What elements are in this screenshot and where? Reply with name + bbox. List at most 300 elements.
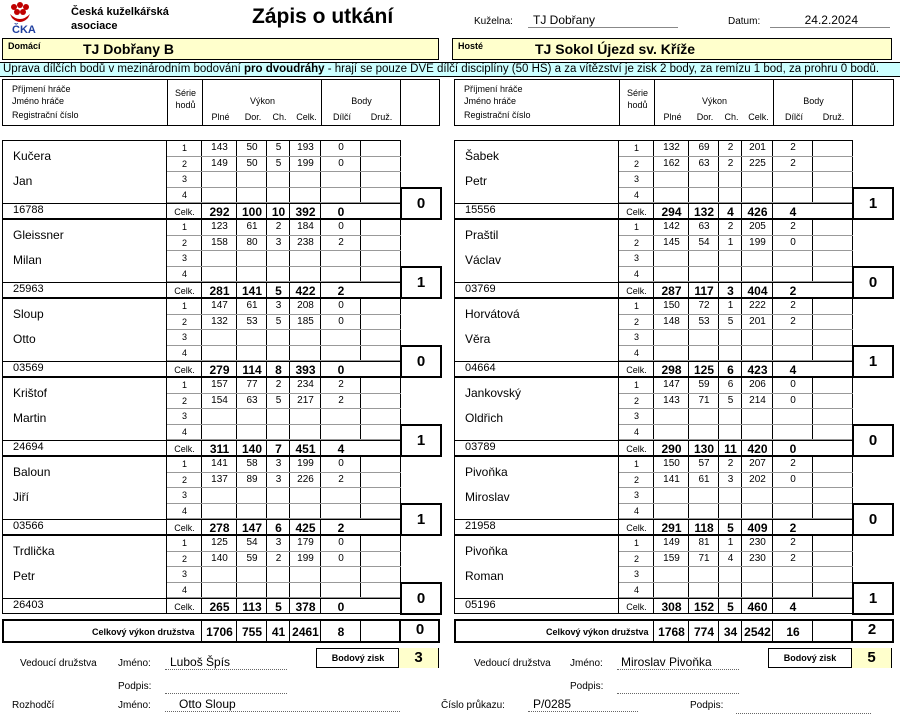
total-cell: 2 [789, 521, 797, 535]
score-cell: 61 [246, 300, 258, 311]
score-cell: 206 [749, 379, 766, 390]
total-cell: 5 [275, 600, 282, 614]
score-cell: 234 [297, 379, 314, 390]
total-cell: 152 [693, 600, 715, 614]
total-cell: 5 [727, 521, 734, 535]
score-cell: 201 [749, 315, 766, 327]
score-cell: 207 [749, 458, 766, 469]
total-cell: 422 [295, 284, 316, 298]
total-label: Celk. [174, 207, 195, 217]
summary-cell: 0 [415, 621, 425, 638]
page-title: Zápis o utkání [252, 5, 394, 28]
away-player-block [454, 140, 894, 219]
total-cell: 3 [727, 284, 734, 298]
serie-number: 2 [633, 237, 639, 248]
total-label: Celk. [174, 286, 195, 296]
player-surname: Horvátová [465, 307, 520, 321]
player-firstname: Václav [465, 253, 502, 267]
serie-number: 2 [181, 553, 187, 564]
serie-number: 4 [181, 347, 187, 358]
score-cell: 2 [727, 221, 734, 232]
score-cell: 59 [698, 379, 710, 390]
score-cell: 141 [211, 458, 228, 469]
score-cell: 201 [749, 142, 766, 153]
score-cell: 0 [338, 300, 344, 311]
score-cell: 0 [790, 236, 796, 248]
header-body: Body [803, 96, 824, 106]
header-druz: Druž. [822, 112, 845, 122]
total-label: Celk. [626, 602, 647, 612]
serie-number: 2 [633, 395, 639, 406]
score-cell: 61 [698, 473, 710, 485]
score-cell: 222 [749, 300, 766, 311]
cislo-prukazu-value: P/0285 [528, 697, 638, 712]
score-cell: 3 [275, 473, 282, 485]
score-cell: 230 [749, 537, 766, 548]
total-cell: 4 [789, 600, 797, 614]
player-surname: Baloun [13, 465, 51, 479]
score-cell: 125 [211, 537, 228, 548]
score-cell: 2 [338, 236, 344, 248]
score-cell: 0 [338, 221, 344, 232]
team-point-box: 1 [852, 187, 894, 220]
score-cell: 0 [790, 473, 796, 485]
serie-number: 1 [633, 222, 639, 232]
score-cell: 184 [297, 221, 314, 232]
total-cell: 0 [789, 442, 797, 456]
score-cell: 0 [338, 552, 344, 564]
score-cell: 53 [698, 315, 710, 327]
serie-number: 3 [181, 253, 187, 263]
serie-number: 4 [633, 505, 639, 516]
serie-number: 4 [181, 426, 187, 437]
score-cell: 2 [790, 315, 796, 327]
score-cell: 54 [698, 236, 710, 248]
summary-cell: 1706 [206, 625, 233, 639]
serie-number: 4 [633, 347, 639, 358]
home-player-block [2, 456, 442, 535]
total-cell: 460 [747, 600, 768, 614]
score-cell: 2 [790, 300, 796, 311]
association-line-1: Česká kuželkářská [71, 6, 169, 18]
home-bodovy-zisk [316, 648, 439, 668]
score-cell: 71 [698, 552, 710, 564]
score-cell: 147 [211, 300, 228, 311]
score-cell: 225 [749, 157, 766, 169]
player-surname: Pivoňka [465, 465, 508, 479]
total-cell: 425 [295, 521, 316, 535]
serie-number: 1 [633, 143, 639, 153]
away-player-block [454, 377, 894, 456]
score-cell: 132 [211, 315, 228, 327]
home-bodovy-zisk-value: 3 [398, 648, 438, 668]
score-cell: 148 [663, 315, 680, 327]
score-cell: 202 [749, 473, 766, 485]
away-player-block [454, 456, 894, 535]
serie-number: 3 [633, 569, 639, 579]
score-cell: 2 [338, 473, 344, 485]
total-cell: 5 [275, 284, 282, 298]
header-plne: Plné [211, 112, 230, 122]
player-reg-number: 21958 [465, 520, 496, 532]
serie-number: 3 [181, 569, 187, 579]
score-cell: 72 [698, 300, 710, 311]
away-bodovy-zisk [768, 648, 892, 668]
total-cell: 290 [661, 442, 682, 456]
player-firstname: Jiří [13, 490, 29, 504]
score-cell: 208 [297, 300, 314, 311]
player-surname: Krištof [13, 386, 48, 400]
total-label: Celk. [626, 444, 647, 454]
total-cell: 114 [242, 363, 262, 377]
total-cell: 2 [789, 284, 797, 298]
score-cell: 5 [275, 142, 282, 153]
score-cell: 230 [749, 552, 766, 564]
home-player-block [2, 219, 442, 298]
total-label: Celk. [626, 286, 647, 296]
score-cell: 3 [727, 473, 734, 485]
home-player-block [2, 298, 442, 377]
header-dor: Dor. [696, 112, 714, 122]
serie-number: 3 [633, 174, 639, 184]
score-cell: 143 [663, 394, 680, 406]
score-cell: 193 [297, 142, 314, 153]
summary-cell: 16 [786, 625, 800, 639]
total-cell: 291 [661, 521, 682, 535]
away-label: Hosté [458, 41, 484, 51]
score-cell: 50 [246, 157, 258, 169]
score-cell: 214 [749, 394, 766, 406]
total-cell: 140 [241, 442, 263, 456]
cislo-prukazu-label: Číslo průkazu: [441, 700, 505, 711]
score-cell: 63 [246, 394, 258, 406]
home-team-name: TJ Dobřany B [83, 41, 175, 57]
serie-number: 4 [633, 189, 639, 200]
score-cell: 58 [246, 458, 258, 469]
score-cell: 54 [246, 537, 258, 548]
total-label: Celk. [626, 207, 647, 217]
total-cell: 100 [241, 205, 263, 219]
total-cell: 7 [275, 442, 282, 456]
player-reg-number: 15556 [465, 204, 496, 216]
player-reg-number: 03789 [465, 441, 496, 453]
player-reg-number: 03566 [13, 520, 44, 532]
score-cell: 5 [275, 157, 282, 169]
score-cell: 199 [297, 458, 314, 469]
score-cell: 217 [297, 394, 314, 406]
score-cell: 3 [275, 537, 282, 548]
away-player-block [454, 535, 894, 614]
away-bodovy-zisk-label: Bodový zisk [783, 653, 837, 663]
total-label: Celk. [174, 365, 195, 375]
score-cell: 89 [246, 473, 258, 485]
score-cell: 2 [275, 221, 282, 232]
summary-cell: 755 [241, 625, 263, 639]
team-point-box: 0 [852, 503, 894, 536]
association-line-2: asociace [71, 20, 118, 32]
home-label: Domácí [8, 41, 41, 51]
serie-number: 4 [181, 189, 187, 200]
score-cell: 2 [275, 552, 282, 564]
score-cell: 57 [698, 458, 710, 469]
score-cell: 199 [749, 236, 766, 248]
total-cell: 117 [694, 284, 714, 298]
serie-number: 1 [181, 459, 187, 469]
home-column-header [2, 79, 440, 126]
score-cell: 2 [790, 537, 796, 548]
total-cell: 409 [747, 521, 768, 535]
serie-number: 4 [181, 584, 187, 595]
header-ch: Ch. [272, 112, 287, 122]
score-cell: 149 [663, 537, 680, 548]
header-ch: Ch. [724, 112, 739, 122]
total-cell: 0 [337, 363, 345, 377]
score-cell: 179 [297, 537, 314, 548]
player-firstname: Petr [13, 569, 36, 583]
header-player-l2: Jméno hráče [12, 96, 65, 106]
score-cell: 0 [338, 458, 344, 469]
header-celk: Celk. [748, 112, 769, 122]
header-player-l1: Příjmení hráče [464, 84, 523, 94]
total-cell: 125 [693, 363, 715, 377]
score-cell: 5 [275, 394, 282, 406]
score-cell: 1 [727, 537, 734, 548]
away-team-box [452, 38, 892, 60]
score-cell: 143 [211, 142, 228, 153]
player-surname: Pivoňka [465, 544, 508, 558]
header-celk: Celk. [296, 112, 317, 122]
player-reg-number: 05196 [465, 599, 496, 611]
score-cell: 2 [338, 379, 344, 390]
player-reg-number: 03769 [465, 283, 496, 295]
home-bodovy-zisk-label: Bodový zisk [331, 653, 385, 663]
player-surname: Gleissner [13, 228, 64, 242]
score-cell: 154 [211, 394, 228, 406]
player-firstname: Věra [465, 332, 491, 346]
total-cell: 287 [661, 284, 682, 298]
serie-number: 4 [181, 268, 187, 279]
player-surname: Praštil [465, 228, 499, 242]
header-serie-l1: Série [174, 88, 196, 98]
scoring-info-line [0, 62, 900, 77]
player-firstname: Martin [13, 411, 47, 425]
header-dilci: Dílčí [785, 112, 803, 122]
serie-number: 2 [181, 395, 187, 406]
team-point-box: 1 [852, 582, 894, 615]
referee-signature-line [736, 713, 871, 714]
score-cell: 185 [297, 315, 314, 327]
home-team-summary [2, 619, 440, 643]
score-cell: 71 [698, 394, 710, 406]
header-dor: Dor. [244, 112, 262, 122]
header-vykon: Výkon [249, 96, 275, 106]
total-cell: 10 [271, 205, 286, 219]
serie-number: 4 [633, 584, 639, 595]
player-firstname: Oldřich [465, 411, 504, 425]
association-name [71, 5, 169, 33]
serie-number: 3 [181, 174, 187, 184]
score-cell: 2 [790, 552, 796, 564]
score-cell: 150 [663, 458, 680, 469]
summary-cell: 2461 [292, 625, 319, 639]
team-point-box: 1 [400, 266, 442, 299]
score-cell: 162 [663, 157, 680, 169]
total-cell: 426 [747, 205, 768, 219]
summary-cell: 41 [271, 625, 286, 639]
score-cell: 59 [246, 552, 258, 564]
score-cell: 2 [790, 157, 796, 169]
serie-number: 2 [181, 316, 187, 327]
total-cell: 420 [747, 442, 768, 456]
score-cell: 149 [211, 157, 228, 169]
score-cell: 61 [246, 221, 258, 232]
score-cell: 5 [727, 394, 734, 406]
score-cell: 77 [246, 379, 258, 390]
score-cell: 63 [698, 157, 710, 169]
serie-number: 1 [181, 301, 187, 311]
total-cell: 311 [209, 442, 230, 456]
player-surname: Jankovský [465, 386, 522, 400]
away-column-header [454, 79, 894, 126]
svg-text:ČKA: ČKA [12, 24, 36, 36]
home-player-block [2, 377, 442, 456]
total-cell: 294 [661, 205, 682, 219]
score-cell: 0 [790, 394, 796, 406]
score-cell: 2 [727, 157, 734, 169]
serie-number: 2 [181, 158, 187, 169]
score-cell: 3 [275, 300, 282, 311]
player-firstname: Miroslav [465, 490, 510, 504]
summary-label: Celkový výkon družstva [92, 627, 195, 637]
total-label: Celk. [174, 444, 195, 454]
total-cell: 393 [295, 363, 316, 377]
away-bodovy-zisk-value: 5 [851, 648, 891, 668]
serie-number: 2 [633, 316, 639, 327]
home-player-block [2, 140, 442, 219]
team-point-box: 0 [400, 345, 442, 378]
player-reg-number: 16788 [13, 204, 44, 216]
score-cell: 132 [663, 142, 680, 153]
score-cell: 147 [663, 379, 680, 390]
serie-number: 3 [633, 332, 639, 342]
player-firstname: Petr [465, 174, 488, 188]
header-serie-l2: hodů [627, 100, 648, 110]
score-cell: 3 [275, 236, 282, 248]
referee-label: Rozhodčí [12, 700, 55, 711]
team-point-box: 0 [852, 424, 894, 457]
score-cell: 2 [790, 142, 796, 153]
cka-logo [6, 2, 58, 36]
referee-signature-label: Podpis: [690, 700, 724, 711]
score-cell: 238 [297, 236, 314, 248]
header-serie-l1: Série [626, 88, 648, 98]
score-cell: 157 [211, 379, 228, 390]
serie-number: 2 [181, 237, 187, 248]
header-druz: Druž. [370, 112, 393, 122]
score-cell: 142 [663, 221, 680, 232]
total-cell: 265 [209, 600, 230, 614]
score-cell: 140 [211, 552, 228, 564]
score-cell: 2 [790, 458, 796, 469]
away-leader-label: Vedoucí družstva [474, 658, 551, 669]
score-cell: 1 [727, 300, 734, 311]
away-player-block [454, 298, 894, 377]
info-text-after: - hrají se pouze DVĚ dílčí disciplíny (50 HS) a za vítězství je zisk 2 body, za remízu 1 bod, za prohru 0 bodů. [324, 63, 880, 75]
header-player-l2: Jméno hráče [464, 96, 517, 106]
score-cell: 145 [663, 236, 680, 248]
total-label: Celk. [174, 523, 195, 533]
info-text-before: Uprava dílčích bodů v mezinárodním bodování [3, 63, 244, 75]
total-cell: 451 [295, 442, 316, 456]
score-cell: 50 [246, 142, 258, 153]
total-cell: 130 [693, 442, 715, 456]
player-surname: Kučera [13, 149, 52, 163]
serie-number: 3 [633, 490, 639, 500]
score-cell: 2 [727, 458, 734, 469]
score-cell: 0 [338, 142, 344, 153]
kuzelna-label: Kuželna: [474, 16, 513, 27]
serie-number: 1 [181, 380, 187, 390]
score-cell: 1 [727, 236, 734, 248]
total-cell: 118 [694, 521, 714, 535]
total-cell: 423 [747, 363, 768, 377]
team-point-box: 0 [400, 187, 442, 220]
score-cell: 226 [297, 473, 314, 485]
header-body: Body [351, 96, 372, 106]
total-label: Celk. [626, 523, 647, 533]
player-firstname: Milan [13, 253, 42, 267]
player-firstname: Otto [13, 332, 36, 346]
serie-number: 3 [633, 411, 639, 421]
header-dilci: Dílčí [333, 112, 351, 122]
summary-cell: 1768 [658, 625, 685, 639]
team-point-box: 0 [400, 582, 442, 615]
serie-number: 1 [633, 380, 639, 390]
total-cell: 8 [275, 363, 282, 377]
score-cell: 2 [338, 394, 344, 406]
serie-number: 1 [181, 538, 187, 548]
team-point-box: 1 [852, 345, 894, 378]
total-cell: 141 [241, 284, 263, 298]
player-surname: Šabek [465, 149, 500, 163]
total-cell: 2 [337, 284, 345, 298]
away-team-summary [454, 619, 894, 643]
away-signature-line [617, 680, 739, 694]
total-cell: 6 [727, 363, 734, 377]
total-cell: 11 [724, 442, 737, 456]
serie-number: 3 [181, 490, 187, 500]
serie-number: 1 [181, 222, 187, 232]
team-point-box: 0 [852, 266, 894, 299]
serie-number: 3 [633, 253, 639, 263]
total-cell: 147 [241, 521, 263, 535]
home-leader-label: Vedoucí družstva [20, 658, 97, 669]
header-player-l3: Registrační číslo [464, 110, 531, 120]
total-cell: 292 [209, 205, 230, 219]
home-leader-name-label: Jméno: [118, 658, 151, 669]
team-point-box: 1 [400, 503, 442, 536]
away-team-name: TJ Sokol Újezd sv. Kříže [535, 41, 696, 57]
summary-cell: 8 [337, 625, 345, 639]
player-reg-number: 25963 [13, 283, 44, 295]
serie-number: 3 [181, 411, 187, 421]
header-plne: Plné [663, 112, 682, 122]
home-team-box [2, 38, 439, 60]
score-cell: 150 [663, 300, 680, 311]
score-cell: 123 [211, 221, 228, 232]
header-player-l3: Registrační číslo [12, 110, 79, 120]
serie-number: 2 [633, 158, 639, 169]
